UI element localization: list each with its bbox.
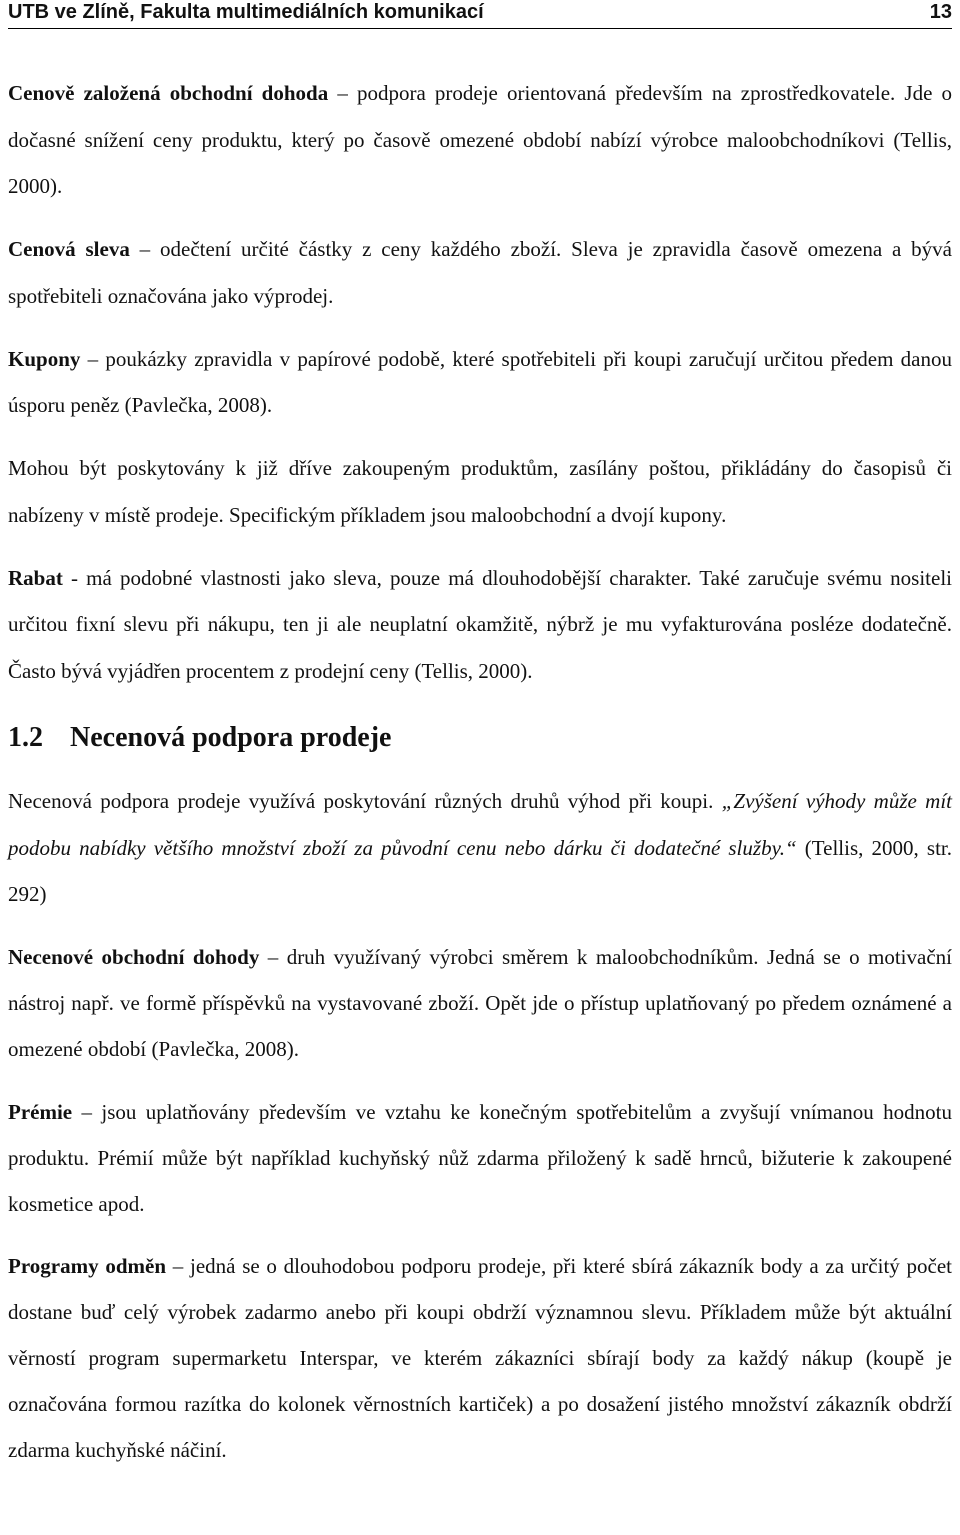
term: Kupony [8,346,81,371]
paragraph-kupony-detail: Mohou být poskytovány k již dříve zakoupeným produktům, zasílány poštou, přikládány do časopisů či nabízeny v místě prodeje. Specifickým příkladem jsou maloobchodní a dvojí kupony. [8,456,952,527]
term: Prémie [8,1099,73,1124]
section-heading [8,718,952,758]
term: Cenově založená obchodní dohoda [8,81,329,105]
section-title: Necenová podpora prodeje [70,722,392,753]
paragraph-necenova-intro: Necenová podpora prodeje využívá poskytování různých druhů výhod při koupi. „Zvýšení výhody může mít podobu nabídky většího množství zboží za původní cenu nebo dárku či dodatečné služby.“ (Tellis, 2000, str. 292) [8,789,952,906]
page-header [8,0,952,29]
quote: „Zvýšení výhody může mít podobu nabídky většího množství zboží za původní cenu nebo dárku či dodatečné služby.“ [8,789,952,860]
paragraph-kupony: Kupony – poukázky zpravidla v papírové podobě, které spotřebiteli při koupi zaručují určitou předem danou úsporu peněz (Pavlečka, 2008). [8,346,952,417]
section-number: 1.2 [8,722,43,753]
paragraph-necenove-dohody: Necenové obchodní dohody – druh využívaný výrobci směrem k maloobchodníkům. Jedná se o motivační nástroj např. ve formě příspěvků na vystavované zboží. Opět jde o přístup uplatňovaný po předem oznámené a omezené období (Pavlečka, 2008). [8,945,952,1061]
paragraph-programy-odmen: Programy odměn – jedná se o dlouhodobou podporu prodeje, při které sbírá zákazník body a za určitý počet dostane buď celý výrobek zadarmo anebo při koupi obdrží významnou slevu. Příkladem může být aktuální věrností program supermarketu Interspar, ve kterém zákazníci sbírají body za každý nákup (koupě je označována formou razítka do kolonek věrnostních kartiček) a po dosažení jistého množství zákazník obdrží zdarma kuchyňské náčiní. [8,1254,952,1462]
paragraph-rabat: Rabat - má podobné vlastnosti jako sleva, pouze má dlouhodobější charakter. Také zaručuje svému nositeli určitou fixní slevu při nákupu, ten ji ale neuplatní okamžitě, nýbrž je mu vyfakturována posléze dodatečně. Často bývá vyjádřen procentem z prodejní ceny (Tellis, 2000). [8,565,952,683]
page-number: 13 [929,1,952,23]
paragraph-cenove-zalozena-dohoda: Cenově založená obchodní dohoda – podpora prodeje orientovaná především na zprostředkovatele. Jde o dočasné snížení ceny produktu, který po časově omezené období nabízí výrobce maloobchodníkovi (Tellis, 2000). [8,81,953,198]
citation: (Tellis, 2000, str. 292) [8,835,952,906]
paragraph-cenova-sleva: Cenová sleva – odečtení určité částky z ceny každého zboží. Sleva je zpravidla časově omezena a bývá spotřebiteli označována jako výprodej. [8,237,952,308]
header-title: UTB ve Zlíně, Fakulta multimediálních komunikací [8,1,484,23]
term: Cenová sleva [8,237,130,261]
term: Necenové obchodní dohody [8,945,260,969]
term: Rabat [8,565,63,590]
term: Programy odměn [8,1254,166,1278]
document-body [8,70,952,1473]
paragraph-premie: Prémie – jsou uplatňovány především ve vztahu ke konečným spotřebitelům a zvyšují vnímanou hodnotu produktu. Prémií může být například kuchyňský nůž zdarma přiložený k sadě hrnců, bižuterie k zakoupené kosmetice apod. [8,1099,952,1216]
